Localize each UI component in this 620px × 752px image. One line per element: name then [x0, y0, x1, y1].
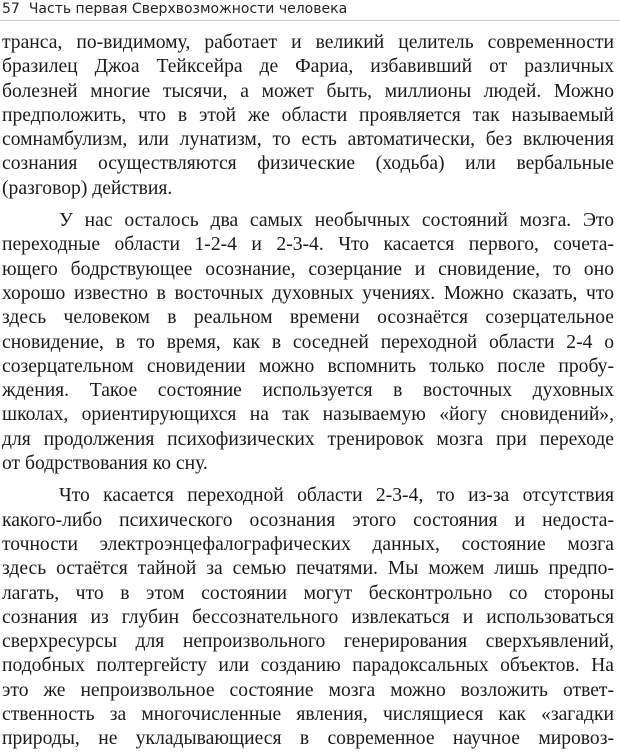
page-number: 57 — [2, 1, 20, 17]
text-line: У нас осталось два самых необычных состояний мозга. Это — [59, 210, 614, 232]
text-line: подобных полтергейсту или созданию парадоксальных объектов. На — [2, 655, 614, 677]
text-line: сомнамбулизм, или лунатизм, то есть автоматически, без включения — [2, 129, 614, 151]
running-title: Часть первая Сверхвозможности человека — [28, 1, 348, 17]
text-line: природы, не укладывающиеся в современное научное мировоз- — [2, 728, 614, 750]
text-line: созерцательном сновидении можно вспомнить только после пробу- — [2, 355, 614, 377]
paragraph-1 — [2, 31, 614, 201]
text-line: сознания из глубин бессознательного извлекаться и использоваться — [2, 606, 614, 628]
text-line: сознания осуществляются физические (ходьба) или вербальные — [2, 153, 614, 175]
text-line: для продолжения психофизических тренировок мозга при переходе — [2, 428, 614, 450]
text-line: сверхресурсы для непроизвольного генерирования сверхъявлений, — [2, 631, 614, 653]
text-line: Что касается переходной области 2-3-4, то из-за отсутствия — [59, 485, 614, 507]
text-line: транса, по-видимому, работает и великий целитель современности — [2, 32, 614, 53]
text-line: здесь остаётся тайной за семью печатями. Мы можем лишь предпо- — [2, 558, 614, 580]
body-text — [2, 31, 614, 752]
text-line: бразилец Джоа Тейксейра де Фариа, избавивший от различных — [2, 56, 614, 78]
text-line: переходные области 1-2-4 и 2-3-4. Что касается первого, сочета- — [2, 234, 614, 256]
text-line: хорошо известно в восточных духовных учениях. Можно сказать, что — [2, 282, 614, 304]
paragraph-3 — [2, 484, 614, 751]
text-line: сновидение, в то время, как в соседней переходной области 2-4 о — [2, 331, 614, 353]
text-line: ждения. Такое состояние используется в восточных духовных — [2, 380, 614, 402]
text-line: ственность за многочисленные явления, числящиеся как «загадки — [2, 704, 614, 726]
text-line: лагать, что в этом состоянии могут бесконтрольно со стороны — [2, 582, 614, 604]
text-line: ющего бодрствующее осознание, созерцание и сновидение, то оно — [2, 258, 614, 280]
paragraph-2 — [2, 209, 614, 476]
text-line: (разговор) действия. — [2, 177, 173, 199]
text-line: предположить, что в этой же области проявляется так называемый — [2, 104, 614, 126]
text-line: болезней многие тысячи, а может быть, миллионы людей. Можно — [2, 80, 614, 102]
text-line: здесь человеком в реальном времени осознаётся созерцательное — [2, 307, 614, 329]
text-line: это же непроизвольное состояние мозга можно возложить ответ- — [2, 679, 614, 701]
header-divider — [0, 20, 620, 21]
text-line: точности электроэнцефалографических данных, состояние мозга — [2, 533, 614, 555]
text-line: школах, ориентирующихся на так называемую «йогу сновидений», — [2, 404, 614, 426]
text-line: от бодрствования ко сну. — [2, 453, 208, 475]
running-header — [2, 0, 612, 20]
text-line: какого-либо психического осознания этого состояния и недоста- — [2, 509, 614, 531]
